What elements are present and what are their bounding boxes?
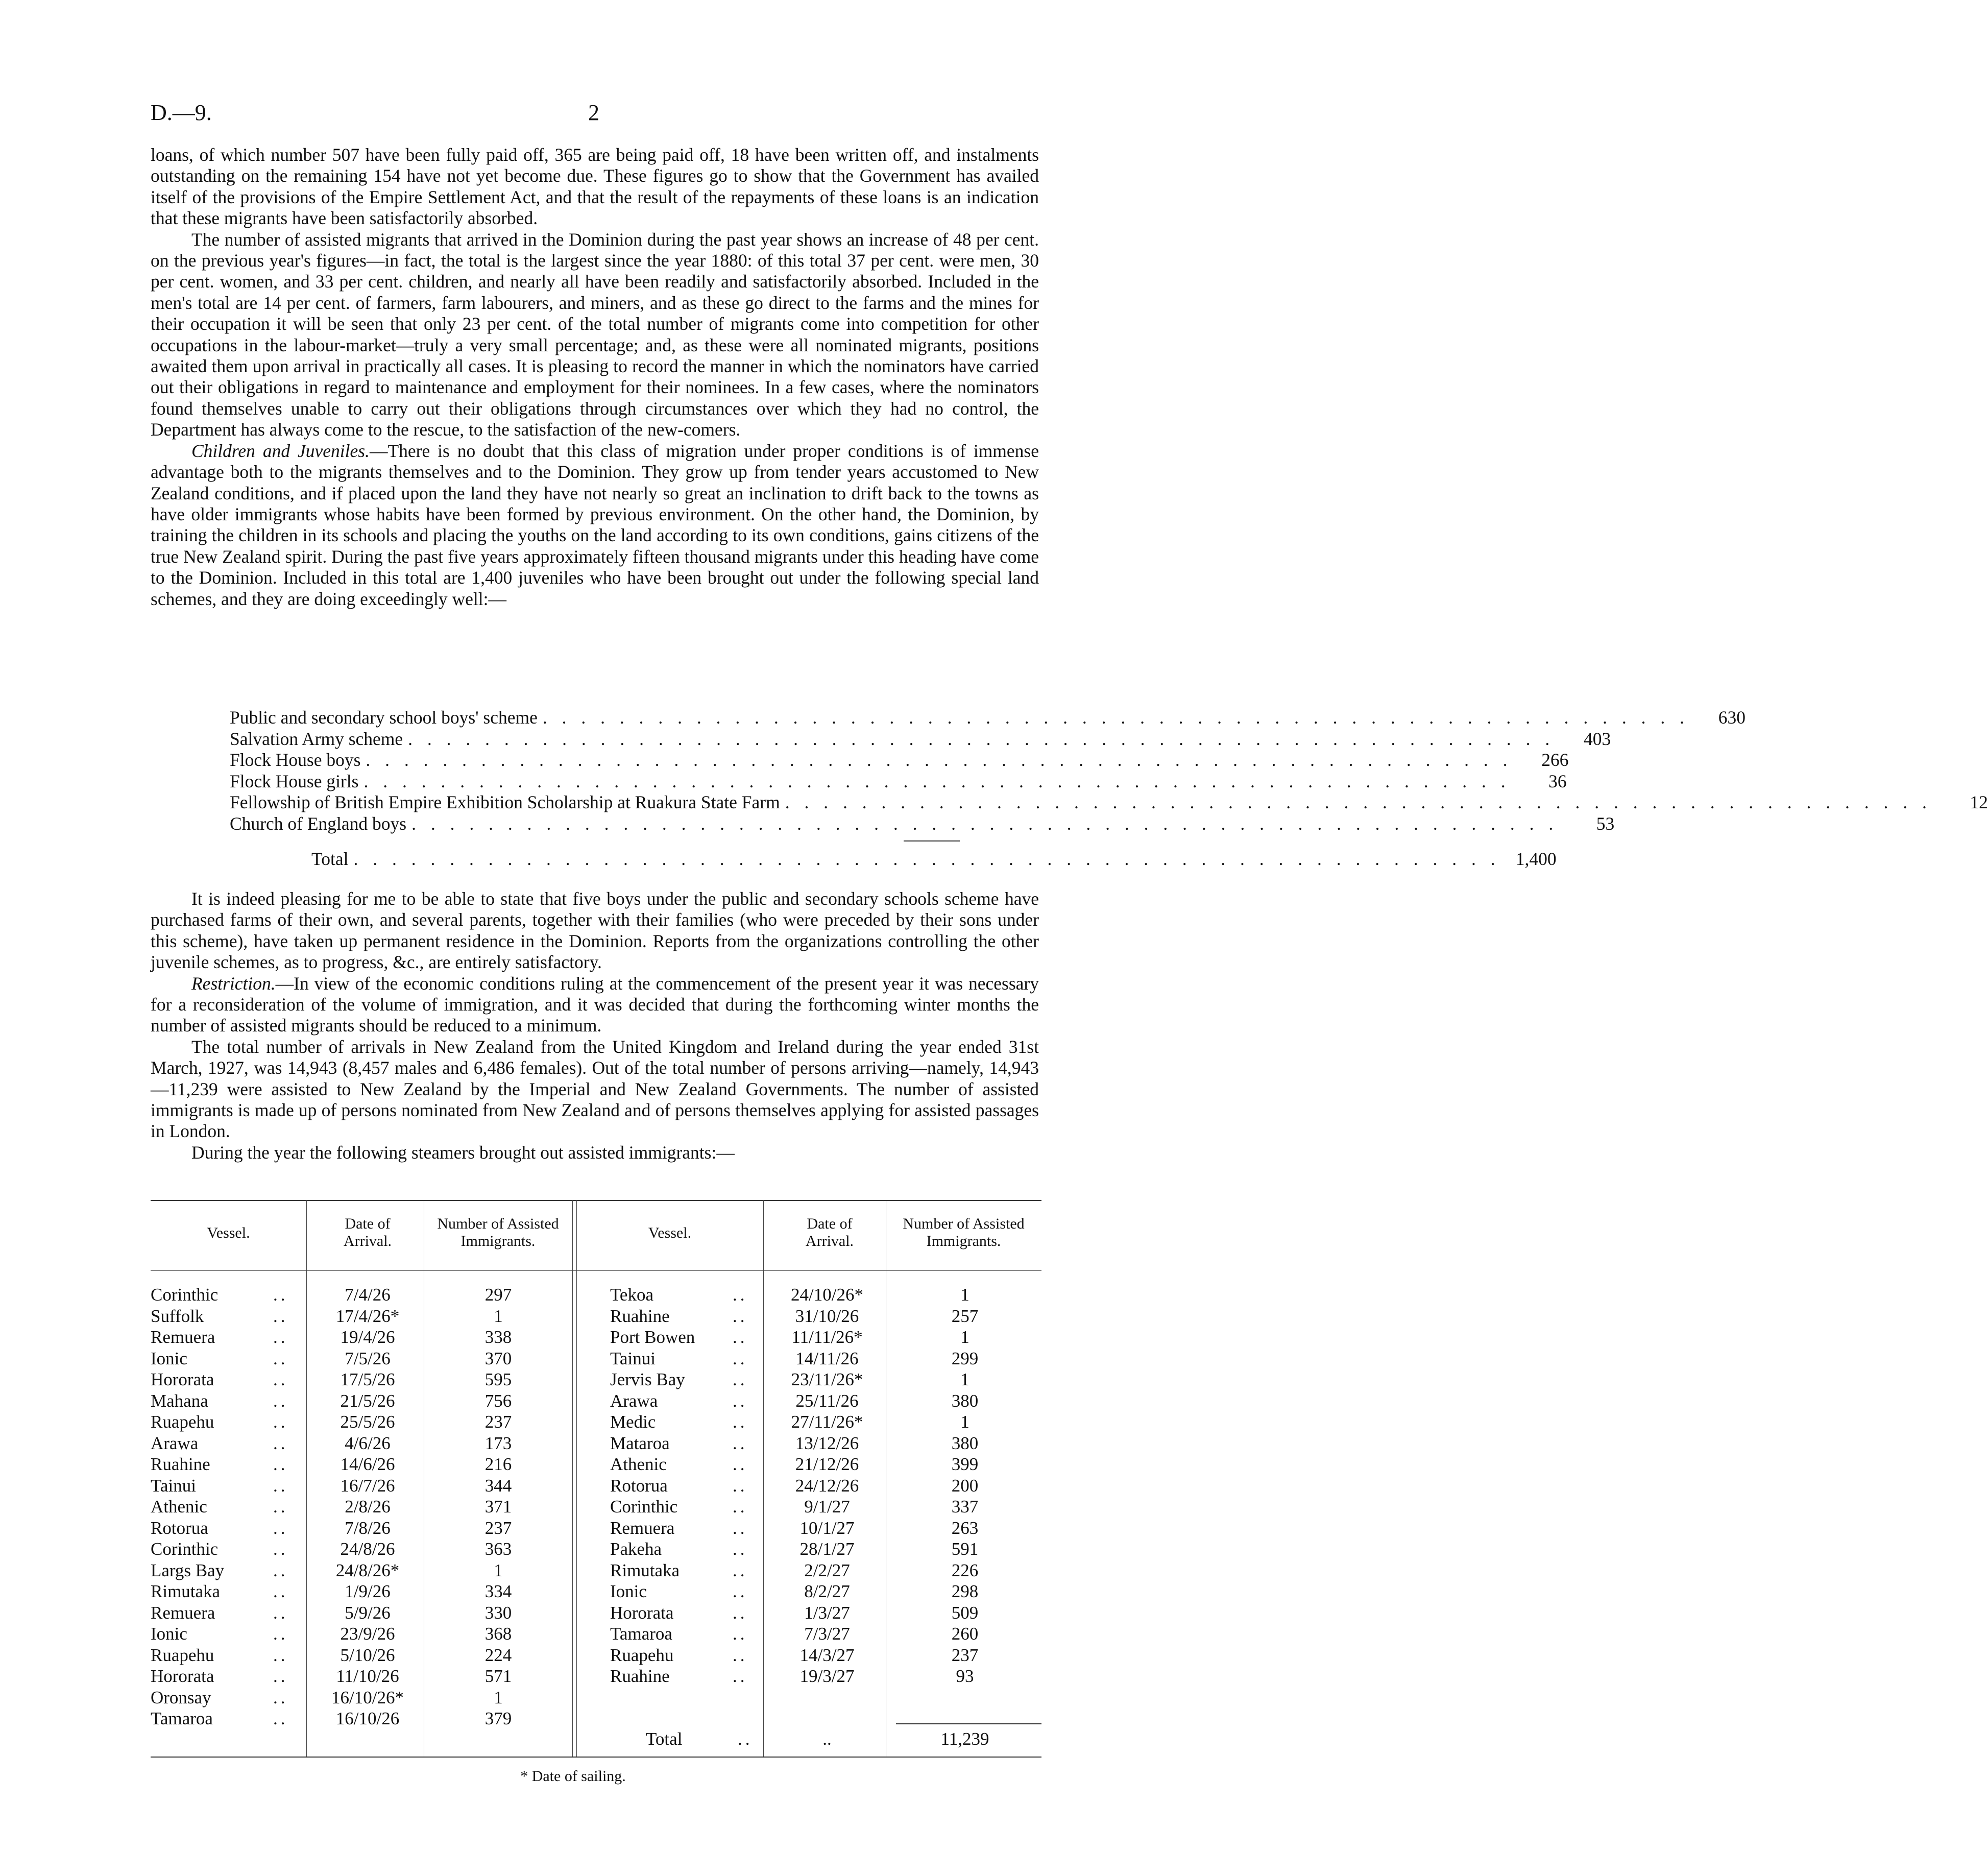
scheme-row	[230, 771, 1567, 792]
assisted-count: 371	[484, 1497, 512, 1517]
leader-dots: . . . . . . . . . . . . . . . . . . . . . . . . . . . . . . . . . . . . . . . . . . . . . . . . . . . . . . . . . . . .	[542, 707, 1689, 728]
vessel-name: Largs Bay	[151, 1560, 225, 1580]
scheme-name: Public and secondary school boys' scheme	[230, 707, 538, 728]
assisted-count: 595	[484, 1369, 512, 1389]
arrival-date: 1/9/26	[345, 1581, 391, 1601]
arrival-date: 24/10/26*	[791, 1285, 863, 1305]
assisted-count: 1	[960, 1369, 969, 1389]
leader-dots: ..	[733, 1645, 748, 1665]
leader-dots: . . . . . . . . . . . . . . . . . . . . . . . . . . . . . . . . . . . . . . . . . . . . . . . . . . . . . . . . . . . .	[785, 792, 1932, 812]
leader-dots: ..	[733, 1666, 748, 1686]
leader-dots: ..	[273, 1433, 288, 1453]
arrival-date: 21/5/26	[340, 1390, 395, 1411]
assisted-count: 363	[484, 1539, 512, 1559]
table-row	[610, 1327, 1041, 1348]
leader-dots: ..	[733, 1581, 748, 1601]
table-row	[151, 1581, 572, 1602]
vessel-name: Corinthic	[151, 1539, 219, 1559]
scheme-total-label: Total	[311, 849, 349, 869]
assisted-count: 237	[951, 1645, 979, 1665]
arrival-date: 27/11/26*	[791, 1412, 863, 1432]
vessel-name: Tainui	[610, 1348, 656, 1368]
vessel-name: Ruahine	[151, 1454, 210, 1474]
table-row	[151, 1348, 572, 1369]
scheme-count: 53	[1596, 813, 1615, 834]
leader-dots: . . . . . . . . . . . . . . . . . . . . . . . . . . . . . . . . . . . . . . . . . . . . . . . . . . . . . . . . . . . .	[366, 750, 1513, 770]
arrival-date: 14/6/26	[340, 1454, 395, 1474]
arrival-date: 16/10/26	[335, 1709, 400, 1728]
leader-dots: ..	[273, 1645, 288, 1665]
arrival-date: 7/5/26	[345, 1348, 391, 1368]
table-row	[610, 1666, 1041, 1687]
vessel-name: Tamaroa	[151, 1709, 213, 1728]
leader-dots: ..	[273, 1348, 288, 1368]
paragraph-block-2	[151, 888, 1039, 1163]
table-top-rule	[151, 1200, 1041, 1201]
total-date: ..	[822, 1729, 832, 1749]
scheme-row	[230, 813, 1615, 835]
arrival-date: 24/8/26	[340, 1539, 395, 1559]
paragraph-5-text: —In view of the economic conditions ruling at the commencement of the present year it was necessary for a reconsideration of the volume of immigration, and it was decided that during the forthcoming winter months the number of assisted migrants should be reduced to a minimum.	[151, 973, 1039, 1036]
table-row	[151, 1687, 572, 1709]
scheme-row	[230, 750, 1569, 771]
arrival-date: 7/4/26	[345, 1285, 391, 1305]
leader-dots: ..	[273, 1666, 288, 1686]
table-total-row	[610, 1728, 1041, 1750]
arrival-date: 23/11/26*	[791, 1369, 863, 1389]
table-row	[151, 1411, 572, 1433]
vessel-name: Hororata	[610, 1602, 674, 1623]
leader-dots: . . . . . . . . . . . . . . . . . . . . . . . . . . . . . . . . . . . . . . . . . . . . . . . . . . . . . . . . . . . .	[353, 849, 1500, 869]
arrival-date: 13/12/26	[795, 1433, 859, 1453]
arrival-date: 1/3/27	[804, 1602, 850, 1623]
arrival-date: 16/10/26*	[331, 1687, 404, 1707]
scheme-total-value: 1,400	[1515, 849, 1557, 869]
scheme-row	[230, 792, 1988, 813]
leader-dots: ..	[273, 1624, 288, 1644]
total-rule	[904, 840, 960, 841]
header-date-left: Date of Arrival.	[343, 1215, 392, 1249]
header-number-right: Number of Assisted Immigrants.	[903, 1215, 1025, 1249]
scheme-row	[230, 728, 1611, 750]
page-number: 2	[588, 100, 599, 125]
leader-dots: ..	[273, 1560, 288, 1580]
assisted-count: 509	[951, 1602, 979, 1623]
arrival-date: 2/2/27	[804, 1560, 850, 1580]
assisted-count: 1	[960, 1412, 969, 1432]
vessel-name: Suffolk	[151, 1306, 204, 1326]
vessel-name: Arawa	[610, 1390, 658, 1411]
arrival-date: 10/1/27	[799, 1518, 855, 1538]
vessel-name: Hororata	[151, 1666, 214, 1686]
vessel-name: Corinthic	[151, 1285, 219, 1305]
arrival-date: 23/9/26	[340, 1624, 395, 1644]
juvenile-schemes-list	[230, 707, 1988, 870]
leader-dots: ..	[733, 1412, 748, 1432]
leader-dots: ..	[733, 1602, 748, 1623]
table-row	[610, 1518, 1041, 1539]
table-row	[610, 1284, 1041, 1306]
assisted-count: 1	[960, 1285, 969, 1305]
leader-dots: ..	[733, 1369, 748, 1389]
leader-dots: ..	[273, 1327, 288, 1347]
assisted-count: 370	[484, 1348, 512, 1368]
leader-dots: ..	[738, 1729, 753, 1749]
vessel-name: Ruapehu	[151, 1645, 214, 1665]
assisted-count: 337	[951, 1497, 979, 1517]
arrival-date: 9/1/27	[804, 1497, 850, 1517]
leader-dots: ..	[273, 1285, 288, 1305]
table-row	[151, 1433, 572, 1454]
leader-dots: ..	[733, 1285, 748, 1305]
paragraph-3-text: —There is no doubt that this class of migration under proper conditions is of immense advantage both to the migrants themselves and to the Dominion. They grow up from tender years accustomed to New Zealand conditions, and if placed upon the land they have not nearly so great an inclination to drift back to the towns as have older immigrants whose habits have been formed by previous environment. On the other hand, the Dominion, by training the children in its schools and placing the youths on the land according to its own conditions, gains citizens of the true New Zealand spirit. During the past five years approximately fifteen thousand migrants under this heading have come to the Dominion. Included in this total are 1,400 juveniles who have been brought out under the following special land schemes, and they are doing exceedingly well:—	[151, 440, 1039, 609]
vessel-name: Jervis Bay	[610, 1369, 685, 1389]
arrival-date: 17/4/26*	[335, 1306, 400, 1326]
table-row	[610, 1475, 1041, 1497]
leader-dots: ..	[273, 1518, 288, 1538]
arrival-date: 7/8/26	[345, 1518, 391, 1538]
vessel-name: Medic	[610, 1412, 656, 1432]
assisted-count: 226	[951, 1560, 979, 1580]
leader-dots: ..	[733, 1306, 748, 1326]
table-row	[610, 1390, 1041, 1412]
assisted-count: 368	[484, 1624, 512, 1644]
header-vessel-left: Vessel.	[207, 1224, 250, 1241]
assisted-count: 1	[960, 1327, 969, 1347]
table-row	[151, 1306, 572, 1327]
table-row	[610, 1581, 1041, 1602]
leader-dots: ..	[733, 1454, 748, 1474]
table-row	[151, 1454, 572, 1475]
leader-dots: ..	[273, 1412, 288, 1432]
vessel-name: Rotorua	[610, 1475, 668, 1496]
table-row	[151, 1708, 572, 1729]
table-header-rule	[151, 1270, 1041, 1271]
leader-dots: ..	[273, 1709, 288, 1728]
leader-dots: ..	[733, 1475, 748, 1496]
footnote: * Date of sailing.	[520, 1768, 626, 1785]
assisted-count: 216	[484, 1454, 512, 1474]
scheme-name: Salvation Army scheme	[230, 728, 403, 749]
vessel-name: Pakeha	[610, 1539, 662, 1559]
leader-dots: ..	[733, 1539, 748, 1559]
table-row	[151, 1538, 572, 1560]
leader-dots: ..	[733, 1497, 748, 1517]
vessel-name: Tainui	[151, 1475, 196, 1496]
vessel-name: Hororata	[151, 1369, 214, 1389]
table-row	[151, 1518, 572, 1539]
leader-dots: ..	[733, 1433, 748, 1453]
arrival-date: 14/11/26	[795, 1348, 859, 1368]
assisted-count: 330	[484, 1602, 512, 1623]
header-date-right: Date of Arrival.	[805, 1215, 854, 1249]
leader-dots: . . . . . . . . . . . . . . . . . . . . . . . . . . . . . . . . . . . . . . . . . . . . . . . . . . . . . . . . . . . .	[363, 771, 1511, 791]
vessel-name: Remuera	[610, 1518, 675, 1538]
paragraph-6: The total number of arrivals in New Zealand from the United Kingdom and Ireland during the year ended 31st March, 1927, was 14,943 (8,457 males and 6,486 females). Out of the total number of persons arriving—namely, 14,943—11,239 were assisted to New Zealand by the Imperial and New Zealand Governments. The number of assisted immigrants is made up of persons nominated from New Zealand and of persons themselves applying for assisted passages in London.	[151, 1036, 1039, 1142]
total-value: 11,239	[940, 1729, 989, 1749]
restriction-heading: Restriction.	[191, 973, 276, 994]
vessel-name: Rimutaka	[151, 1581, 221, 1601]
leader-dots: ..	[273, 1602, 288, 1623]
table-row	[151, 1369, 572, 1390]
vessel-name: Tamaroa	[610, 1624, 672, 1644]
assisted-count: 257	[951, 1306, 979, 1326]
assisted-count: 173	[484, 1433, 512, 1453]
arrival-date: 4/6/26	[345, 1433, 391, 1453]
scheme-count: 36	[1548, 771, 1567, 791]
scheme-count: 630	[1718, 707, 1745, 728]
assisted-count: 237	[484, 1518, 512, 1538]
document-reference: D.—9.	[151, 100, 212, 125]
assisted-count: 93	[956, 1666, 974, 1686]
vessel-name: Oronsay	[151, 1687, 211, 1707]
scheme-count: 12	[1970, 792, 1988, 812]
arrival-date: 25/5/26	[340, 1412, 395, 1432]
steamers-table	[151, 1200, 1041, 1759]
table-row	[610, 1433, 1041, 1454]
leader-dots: ..	[273, 1687, 288, 1707]
arrival-date: 14/3/27	[799, 1645, 855, 1665]
vessel-name: Ruahine	[610, 1306, 670, 1326]
table-row	[151, 1390, 572, 1412]
vessel-name: Rotorua	[151, 1518, 208, 1538]
table-row	[151, 1475, 572, 1497]
leader-dots: ..	[273, 1306, 288, 1326]
assisted-count: 344	[484, 1475, 512, 1496]
arrival-date: 5/9/26	[345, 1602, 391, 1623]
arrival-date: 31/10/26	[795, 1306, 859, 1326]
paragraph-7: During the year the following steamers brought out assisted immigrants:—	[191, 1142, 735, 1163]
assisted-count: 260	[951, 1624, 979, 1644]
arrival-date: 5/10/26	[340, 1645, 395, 1665]
leader-dots: ..	[273, 1539, 288, 1559]
assisted-count: 380	[951, 1390, 979, 1411]
leader-dots: ..	[733, 1348, 748, 1368]
table-row	[610, 1306, 1041, 1327]
assisted-count: 571	[484, 1666, 512, 1686]
arrival-date: 19/4/26	[340, 1327, 395, 1347]
vessel-name: Ruapehu	[151, 1412, 214, 1432]
table-row	[610, 1411, 1041, 1433]
leader-dots: ..	[733, 1624, 748, 1644]
scheme-name: Flock House boys	[230, 750, 361, 770]
arrival-date: 8/2/27	[804, 1581, 850, 1601]
vessel-name: Corinthic	[610, 1497, 678, 1517]
vessel-name: Port Bowen	[610, 1327, 695, 1347]
total-label: Total	[646, 1729, 683, 1749]
paragraph-3	[151, 441, 1039, 610]
assisted-count: 379	[484, 1709, 512, 1728]
table-row	[610, 1560, 1041, 1581]
leader-dots: ..	[273, 1454, 288, 1474]
arrival-date: 11/11/26*	[791, 1327, 863, 1347]
vessel-name: Remuera	[151, 1602, 215, 1623]
arrival-date: 25/11/26	[795, 1390, 859, 1411]
paragraph-1: loans, of which number 507 have been fully paid off, 365 are being paid off, 18 have been written off, and instalments outstanding on the remaining 154 have not yet become due. These figures go to show that the Government has availed itself of the provisions of the Empire Settlement Act, and that the result of the repayments of these loans is an indication that these migrants have been satisfactorily absorbed.	[151, 145, 1039, 229]
paragraph-loans	[151, 145, 1039, 610]
total-rule	[896, 1723, 1041, 1724]
paragraph-5	[151, 973, 1039, 1037]
table-bottom-rule	[151, 1757, 1041, 1758]
arrival-date: 2/8/26	[345, 1497, 391, 1517]
table-row	[610, 1454, 1041, 1475]
arrival-date: 11/10/26	[336, 1666, 399, 1686]
vessel-name: Ionic	[151, 1624, 187, 1644]
leader-dots: ..	[273, 1581, 288, 1601]
vessel-name: Tekoa	[610, 1285, 654, 1305]
assisted-count: 297	[484, 1285, 512, 1305]
leader-dots: ..	[733, 1327, 748, 1347]
leader-dots: ..	[733, 1560, 748, 1580]
assisted-count: 200	[951, 1475, 979, 1496]
table-row	[151, 1284, 572, 1306]
scheme-count: 266	[1541, 750, 1569, 770]
leader-dots: ..	[273, 1475, 288, 1496]
arrival-date: 24/8/26*	[335, 1560, 400, 1580]
table-row	[610, 1602, 1041, 1624]
paragraph-2: The number of assisted migrants that arrived in the Dominion during the past year shows an increase of 48 per cent. on the previous year's figures—in fact, the total is the largest since the year 1880: of this total 37 per cent. were men, 30 per cent. women, and 33 per cent. children, and nearly all have been readily and satisfactorily absorbed. Included in the men's total are 14 per cent. of farmers, farm labourers, and miners, and as these go direct to the farms and the mines for their occupation it will be seen that only 23 per cent. of the total number of migrants come into competition for other occupations in the labour-market—truly a very small percentage; and, as these were all nominated migrants, positions awaited them upon arrival in practically all cases. It is pleasing to record the manner in which the nominators have carried out their obligations in regard to maintenance and employment for their nominees. In a few cases, where the nominators found themselves unable to carry out their obligations through circumstances over which they had no control, the Department has always come to the rescue, to the satisfaction of the new-comers.	[151, 229, 1039, 440]
assisted-count: 263	[951, 1518, 979, 1538]
assisted-count: 1	[494, 1560, 503, 1580]
scheme-name: Fellowship of British Empire Exhibition Scholarship at Ruakura State Farm	[230, 792, 780, 812]
table-row	[610, 1496, 1041, 1518]
assisted-count: 1	[494, 1687, 503, 1707]
arrival-date: 19/3/27	[799, 1666, 855, 1686]
assisted-count: 298	[951, 1581, 979, 1601]
vessel-name: Arawa	[151, 1433, 199, 1453]
assisted-count: 756	[484, 1390, 512, 1411]
scheme-name: Church of England boys	[230, 813, 407, 834]
arrival-date: 24/12/26	[795, 1475, 859, 1496]
column-divider	[576, 1200, 577, 1757]
leader-dots: ..	[273, 1497, 288, 1517]
assisted-count: 591	[951, 1539, 979, 1559]
assisted-count: 237	[484, 1412, 512, 1432]
leader-dots: ..	[733, 1390, 748, 1411]
vessel-name: Ruapehu	[610, 1645, 674, 1665]
arrival-date: 21/12/26	[795, 1454, 859, 1474]
vessel-name: Mataroa	[610, 1433, 670, 1453]
table-row	[151, 1623, 572, 1645]
table-row	[610, 1369, 1041, 1390]
table-row	[151, 1666, 572, 1687]
table-right-half	[610, 1284, 1041, 1687]
arrival-date: 16/7/26	[340, 1475, 395, 1496]
assisted-count: 224	[484, 1645, 512, 1665]
leader-dots: . . . . . . . . . . . . . . . . . . . . . . . . . . . . . . . . . . . . . . . . . . . . . . . . . . . . . . . . . . . .	[408, 728, 1555, 749]
assisted-count: 1	[494, 1306, 503, 1326]
scheme-row	[230, 707, 1745, 729]
table-row	[151, 1327, 572, 1348]
assisted-count: 338	[484, 1327, 512, 1347]
table-row	[151, 1496, 572, 1518]
vessel-name: Ruahine	[610, 1666, 670, 1686]
assisted-count: 380	[951, 1433, 979, 1453]
vessel-name: Athenic	[610, 1454, 667, 1474]
leader-dots: . . . . . . . . . . . . . . . . . . . . . . . . . . . . . . . . . . . . . . . . . . . . . . . . . . . . . . . . . . . .	[411, 813, 1559, 834]
scheme-count: 403	[1584, 728, 1611, 749]
vessel-name: Rimutaka	[610, 1560, 680, 1580]
vessel-name: Ionic	[151, 1348, 187, 1368]
paragraph-4: It is indeed pleasing for me to be able to state that five boys under the public and secondary schools scheme have purchased farms of their own, and several parents, together with their families (who were preceded by their sons under this scheme), have taken up permanent residence in the Dominion. Reports from the organizations controlling the other juvenile schemes, as to progress, &c., are entirely satisfactory.	[151, 888, 1039, 973]
table-row	[610, 1645, 1041, 1666]
scheme-name: Flock House girls	[230, 771, 359, 791]
vessel-name: Remuera	[151, 1327, 215, 1347]
leader-dots: ..	[273, 1369, 288, 1389]
table-row	[610, 1623, 1041, 1645]
table-row	[610, 1348, 1041, 1369]
scheme-total-row	[230, 849, 1557, 870]
table-row	[151, 1560, 572, 1581]
arrival-date: 17/5/26	[340, 1369, 395, 1389]
leader-dots: ..	[273, 1390, 288, 1411]
table-row	[151, 1602, 572, 1624]
header-number-left: Number of Assisted Immigrants.	[437, 1215, 559, 1249]
vessel-name: Ionic	[610, 1581, 647, 1601]
leader-dots: ..	[733, 1518, 748, 1538]
table-row	[610, 1538, 1041, 1560]
table-left-half	[151, 1284, 572, 1729]
vessel-name: Mahana	[151, 1390, 208, 1411]
assisted-count: 299	[951, 1348, 979, 1368]
vessel-name: Athenic	[151, 1497, 207, 1517]
assisted-count: 399	[951, 1454, 979, 1474]
header-vessel-right: Vessel.	[648, 1224, 692, 1241]
arrival-date: 7/3/27	[804, 1624, 850, 1644]
children-juveniles-heading: Children and Juveniles.	[191, 440, 370, 461]
table-row	[151, 1645, 572, 1666]
column-divider	[572, 1200, 573, 1757]
assisted-count: 334	[484, 1581, 512, 1601]
arrival-date: 28/1/27	[799, 1539, 855, 1559]
